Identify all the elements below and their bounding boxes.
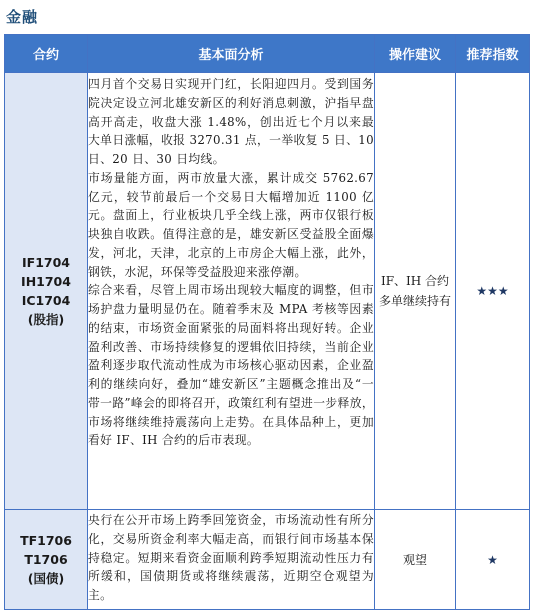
analysis-paragraph: 综合来看，尽管上周市场出现较大幅度的调整，但市场护盘力量明显仍在。随着季末及 MPA 考核等因素的结束，市场资金面紧张的局面料将出现好转。企业盈利改善、市场持续修复的逻辑依旧持续，当前企业盈利逐步取代流动性成为市场核心驱动因素，企业盈利的继续向好，叠加“雄安新区”主题概念推出及“一带一路”峰会的即将召开，政策红利有望进一步释放，市场将继续维持震荡向上走势。在具体品种上，更加看好 IF、IH 合约的后市表现。 xyxy=(88,283,374,448)
rating-stars-icon: ★★★ xyxy=(456,73,530,510)
analysis-paragraph: 央行在公开市场上跨季回笼资金，市场流动性有所分化，交易所资金利率大幅走高，而银行间市场基本保持稳定。短期来看资金面顺利跨季短期流动性压力有所缓和，国债期货或将继续震荡，近期空仓观望为主。 xyxy=(88,513,374,602)
contract-code: IC1704 xyxy=(21,293,71,308)
contract-category: (国债) xyxy=(27,571,65,586)
contract-category: (股指) xyxy=(27,312,65,327)
table-header-row xyxy=(5,35,530,73)
contract-code: TF1706 xyxy=(20,533,72,548)
advice-cell: IF、IH 合约多单继续持有 xyxy=(375,73,456,510)
contract-code: T1706 xyxy=(24,552,68,567)
table-row-treasury xyxy=(5,510,530,610)
section-title: 金融 xyxy=(6,8,39,26)
analysis-paragraph: 四月首个交易日实现开门红，长阳迎四月。受到国务院决定设立河北雄安新区的利好消息刺激，沪指早盘高开高走，收盘大涨 1.48%，创出近七个月以来最大单日涨幅，收报 3270.31 点，一举收复 5 日、10 日、20 日、30 日均线。 xyxy=(88,77,374,166)
table-row-stock-index xyxy=(5,73,530,510)
contract-cell xyxy=(5,73,88,510)
analysis-cell xyxy=(88,73,375,510)
analysis-paragraph: 市场量能方面，两市放量大涨，累计成交 5762.67 亿元，较节前最后一个交易日大幅增加近 1100 亿元。盘面上，行业板块几乎全线上涨，两市仅银行板块独自收跌。值得注意的是，雄安新区受益股全面爆发，河北，天津，北京的上市房企大幅上涨，此外，钢铁，水泥，环保等受益股迎来涨停潮。 xyxy=(88,170,374,279)
header-advice: 操作建议 xyxy=(375,35,456,73)
header-rating: 推荐指数 xyxy=(456,35,530,73)
advice-cell: 观望 xyxy=(375,510,456,610)
contract-code: IF1704 xyxy=(22,255,70,270)
rating-stars-icon: ★ xyxy=(456,510,530,610)
header-contract: 合约 xyxy=(5,35,88,73)
header-analysis: 基本面分析 xyxy=(88,35,375,73)
contract-code: IH1704 xyxy=(21,274,71,289)
contract-cell xyxy=(5,510,88,610)
futures-table xyxy=(4,34,530,610)
analysis-cell xyxy=(88,510,375,610)
